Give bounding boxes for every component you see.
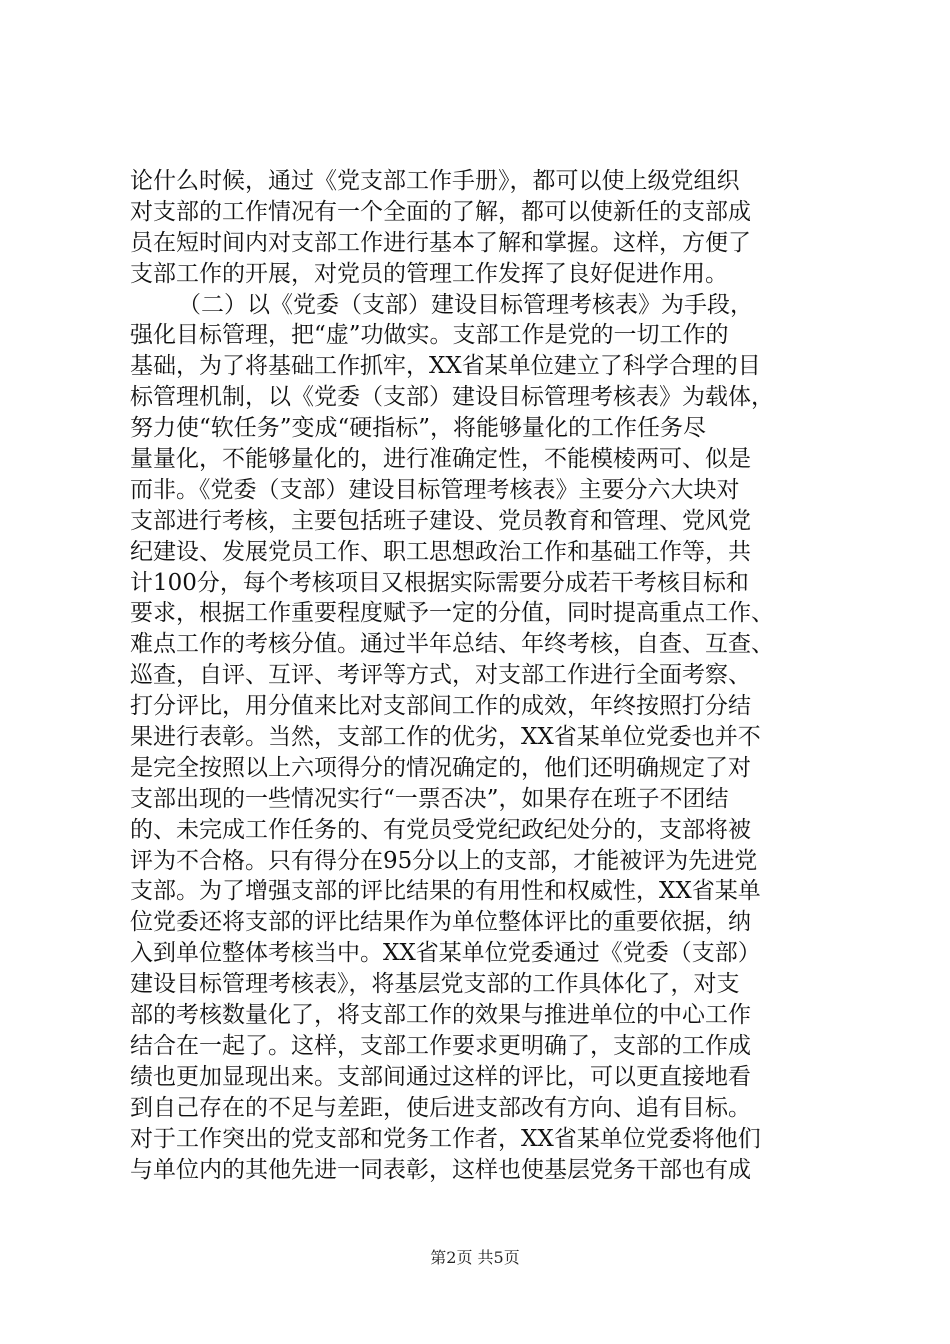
text-line: 打分评比，用分值来比对支部间工作的成效，年终按照打分结 — [130, 693, 751, 720]
text-line: 要求，根据工作重要程度赋予一定的分值，同时提高重点工作、 — [130, 600, 774, 627]
text-line: 纪建设、发展党员工作、职工思想政治工作和基础工作等，共 — [130, 538, 751, 565]
text-line: 标管理机制，以《党委（支部）建设目标管理考核表》为载体， — [130, 384, 774, 411]
text-line: 到自己存在的不足与差距，使后进支部改有方向、追有目标。 — [130, 1094, 751, 1121]
text-line: 果进行表彰。当然，支部工作的优劣，XX省某单位党委也并不 — [130, 724, 761, 751]
text-line: 计100分，每个考核项目又根据实际需要分成若干考核目标和 — [130, 569, 749, 596]
body-text — [130, 166, 830, 1185]
text-line: 与单位内的其他先进一同表彰，这样也使基层党务干部也有成 — [130, 1156, 751, 1183]
text-line: 量量化，不能够量化的，进行准确定性，不能模棱两可、似是 — [130, 446, 751, 473]
text-line: 员在短时间内对支部工作进行基本了解和掌握。这样，方便了 — [130, 229, 751, 256]
text-line: 评为不合格。只有得分在95分以上的支部，才能被评为先进党 — [130, 847, 758, 874]
text-line: 基础，为了将基础工作抓牢，XX省某单位建立了科学合理的目 — [130, 353, 761, 380]
text-line: 难点工作的考核分值。通过半年总结、年终考核，自查、互查、 — [130, 631, 774, 658]
text-line: 位党委还将支部的评比结果作为单位整体评比的重要依据，纳 — [130, 909, 751, 936]
text-line: 努力使“软任务”变成“硬指标”，将能够量化的工作任务尽 — [130, 415, 707, 442]
text-line: 而非。《党委（支部）建设目标管理考核表》主要分六大块对 — [130, 476, 740, 503]
text-line: 的、未完成工作任务的、有党员受党纪政纪处分的，支部将被 — [130, 816, 751, 843]
text-line: 入到单位整体考核当中。XX省某单位党委通过《党委（支部） — [130, 940, 761, 967]
section-heading-line: （二）以《党委（支部）建设目标管理考核表》为手段， — [178, 291, 753, 318]
text-line: 结合在一起了。这样，支部工作要求更明确了，支部的工作成 — [130, 1032, 751, 1059]
text-line: 绩也更加显现出来。支部间通过这样的评比，可以更直接地看 — [130, 1063, 751, 1090]
text-line: 支部。为了增强支部的评比结果的有用性和权威性，XX省某单 — [130, 878, 761, 905]
text-line: 是完全按照以上六项得分的情况确定的，他们还明确规定了对 — [130, 754, 751, 781]
text-line: 强化目标管理，把“虚”功做实。支部工作是党的一切工作的 — [130, 322, 729, 349]
text-line: 建设目标管理考核表》，将基层党支部的工作具体化了，对支 — [130, 971, 740, 998]
text-line: 支部工作的开展，对党员的管理工作发挥了良好促进作用。 — [130, 260, 728, 287]
text-line: 支部出现的一些情况实行“一票否决”，如果存在班子不团结 — [130, 785, 729, 812]
text-line: 部的考核数量化了，将支部工作的效果与推进单位的中心工作 — [130, 1002, 751, 1029]
page-number-footer: 第2页 共5页 — [430, 1248, 520, 1267]
text-line: 论什么时候，通过《党支部工作手册》，都可以使上级党组织 — [130, 168, 740, 194]
text-line: 对于工作突出的党支部和党务工作者，XX省某单位党委将他们 — [130, 1125, 761, 1152]
text-line: 支部进行考核，主要包括班子建设、党员教育和管理、党风党 — [130, 507, 751, 534]
text-line: 对支部的工作情况有一个全面的了解，都可以使新任的支部成 — [130, 198, 751, 225]
text-line: 巡查，自评、互评、考评等方式，对支部工作进行全面考察、 — [130, 662, 751, 689]
